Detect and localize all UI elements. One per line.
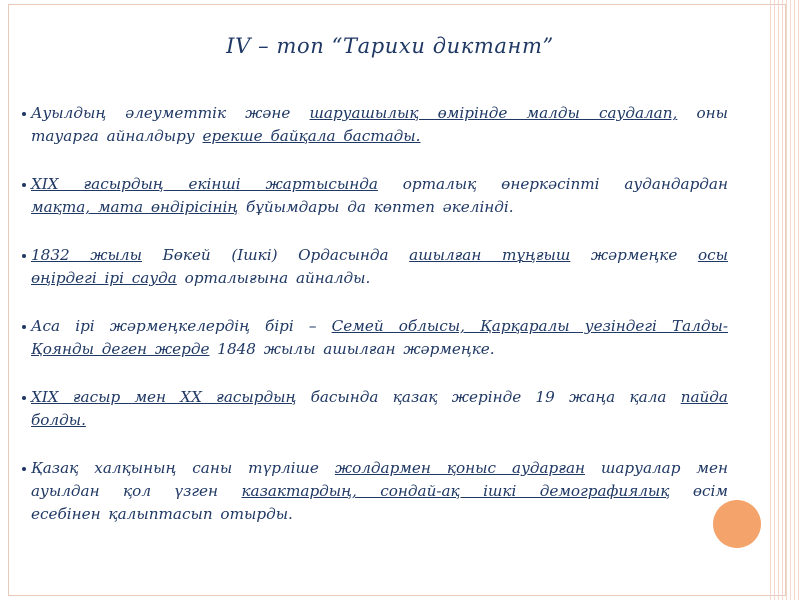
text-segment: есебінен қалыптасып отырды. <box>31 505 293 523</box>
text-segment: тауарга айналдыру <box>31 127 203 145</box>
text-segment: басында қазақ жерінде 19 жаңа қала <box>296 388 681 406</box>
bullet-line <box>31 125 728 148</box>
underlined-text: болды. <box>31 411 86 429</box>
text-segment: Ауылдың әлеуметтік және <box>31 104 310 122</box>
underlined-text: шаруашылық өмірінде малды саудалап, <box>309 104 678 122</box>
underlined-text: жолдармен қоныс аударған <box>334 459 586 477</box>
bullet-item <box>22 173 728 219</box>
bullet-line <box>31 386 728 409</box>
text-segment: оны <box>677 104 728 122</box>
bullet-line <box>31 503 728 526</box>
text-segment: ауылдан қол үзген <box>31 482 242 500</box>
underlined-text: осы <box>697 246 728 264</box>
bullet-line <box>31 196 728 219</box>
underlined-text: пайда <box>680 388 728 406</box>
bullet-line <box>31 315 728 338</box>
underlined-text: Семей облысы, Қарқаралы уезіндегі Талды- <box>331 317 728 335</box>
bullet-line <box>31 457 728 480</box>
text-segment: шаруалар мен <box>585 459 728 477</box>
slide-title: IV – топ “Тарихи диктант” <box>226 34 554 58</box>
bullet-item <box>22 315 728 361</box>
bullet-item <box>22 386 728 432</box>
underlined-text: ерекше байқала бастады. <box>202 127 421 145</box>
text-segment: орталығына айналды. <box>176 269 371 287</box>
underlined-text: Қоянды деген жерде <box>31 340 210 358</box>
text-segment: Қазақ халқының саны түрліше <box>31 459 335 477</box>
bullet-line <box>31 244 728 267</box>
bullet-item <box>22 244 728 290</box>
text-segment: өсім <box>669 482 729 500</box>
text-segment: орталық өнеркәсіпті аудандардан <box>377 175 728 193</box>
bullet-line <box>31 338 728 361</box>
text-segment: бұйымдары да көптеп әкелінді. <box>238 198 514 216</box>
underlined-text: XIX ғасыр мен XX ғасырдың <box>31 388 297 406</box>
bullet-line <box>31 173 728 196</box>
underlined-text: ашылған тұңғыш <box>409 246 571 264</box>
bullet-line <box>31 409 728 432</box>
bullet-line <box>31 267 728 290</box>
bullet-line <box>31 480 728 503</box>
text-segment: Бөкей (Ішкі) Ордасында <box>141 246 410 264</box>
bullet-item <box>22 457 728 526</box>
text-segment: жәрмеңке <box>570 246 698 264</box>
text-segment: 1848 жылы ашылған жәрмеңке. <box>209 340 495 358</box>
decorative-stripe-panel <box>770 0 800 600</box>
underlined-text: 1832 жылы <box>31 246 142 264</box>
underlined-text: казактардың, сондай-ақ ішкі демографиялық <box>241 482 670 500</box>
underlined-text: мақта, мата өндірісінің <box>31 198 239 216</box>
bullet-list <box>22 102 728 551</box>
bullet-item <box>22 102 728 148</box>
bullet-line <box>31 102 728 125</box>
underlined-text: өңірдегі ірі сауда <box>31 269 177 287</box>
text-segment: Аса ірі жәрмеңкелердің бірі – <box>31 317 332 335</box>
underlined-text: XIX ғасырдың екінші жартысында <box>31 175 378 193</box>
decorative-circle-icon <box>713 500 761 548</box>
